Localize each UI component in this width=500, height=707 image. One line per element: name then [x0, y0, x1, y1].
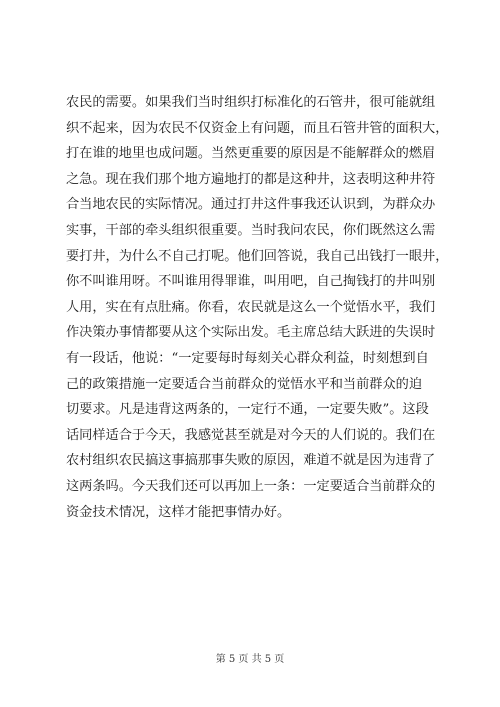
text-line: 农村组织农民搞这事搞那事失败的原因，难道不就是因为违背了 [66, 453, 436, 469]
page-footer [0, 653, 500, 667]
text-line: 己的政策措施一定要适合当前群众的觉悟水平和当前群众的迫 [66, 376, 423, 392]
text-line: 话同样适合于今天，我感觉甚至就是对今天的人们说的。我们在 [66, 427, 436, 443]
text-line: 打在谁的地里也成问题。当然更重要的原因是不能解群众的燃眉 [66, 146, 436, 162]
text-line: 织不起来，因为农民不仅资金上有问题，而且石管井管的面积大， [66, 120, 449, 136]
text-line: 有一段话，他说：“一定要每时每刻关心群众利益，时刻想到自 [66, 350, 429, 366]
text-line: 作决策办事情都要从这个实际出发。毛主席总结大跃进的失误时 [66, 325, 436, 341]
text-line: 农民的需要。如果我们当时组织打标准化的石管井，很可能就组 [66, 95, 436, 110]
text-line: 你不叫谁用呀。不叫谁用得罪谁，叫用吧，自己掏钱打的井叫别 [66, 274, 436, 290]
text-line: 人用，实在有点肚痛。你看，农民就是这么一个觉悟水平，我们 [66, 299, 436, 315]
text-line: 合当地农民的实际情况。通过打井这件事我还认识到，为群众办 [66, 197, 436, 213]
body-text [66, 90, 449, 525]
text-line: 之急。现在我们那个地方遍地打的都是这种井，这表明这种井符 [66, 171, 436, 187]
page-number: 第 5 页 共 5 页 [215, 654, 285, 665]
text-line: 这两条吗。今天我们还可以再加上一条：一定要适合当前群众的 [66, 478, 436, 494]
text-line: 要打井，为什么不自己打呢。他们回答说，我自己出钱打一眼井， [66, 248, 449, 264]
text-line: 切要求。凡是违背这两条的，一定行不通，一定要失败”。这段 [66, 402, 429, 418]
text-line: 资金技术情况，这样才能把事情办好。 [66, 504, 291, 520]
text-line: 实事，干部的牵头组织很重要。当时我问农民，你们既然这么需 [66, 222, 436, 238]
